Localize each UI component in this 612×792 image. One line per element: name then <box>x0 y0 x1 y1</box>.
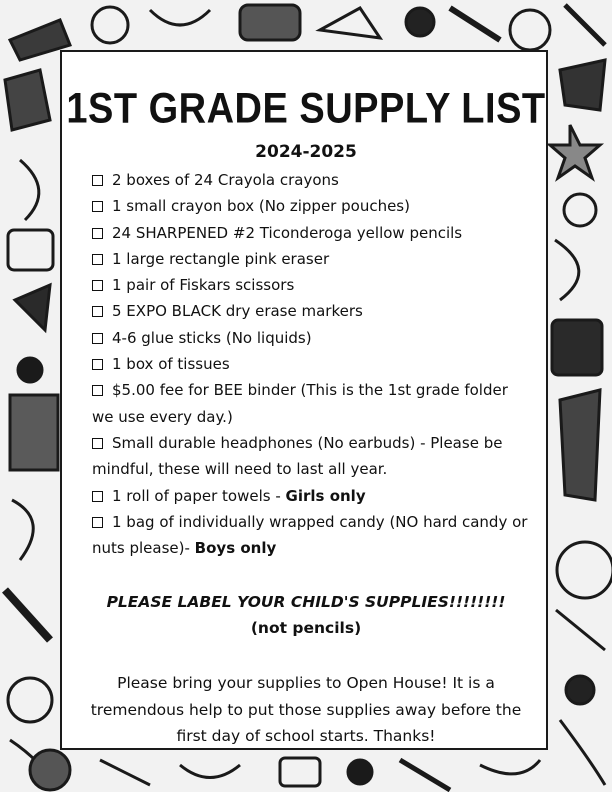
checkbox <box>92 280 103 291</box>
checkbox <box>92 517 103 528</box>
school-year: 2024-2025 <box>255 142 357 162</box>
supply-list-sheet <box>60 50 548 750</box>
checkbox <box>92 175 103 186</box>
list-item: 1 box of tissues <box>92 351 532 377</box>
label-reminder <box>62 589 550 641</box>
checkbox <box>92 306 103 317</box>
checkbox <box>92 438 103 449</box>
checkbox <box>92 333 103 344</box>
group-note: Boys only <box>194 539 277 558</box>
checkbox <box>92 254 103 265</box>
checkbox <box>92 228 103 239</box>
list-item: 1 pair of Fiskars scissors <box>92 272 532 298</box>
label-reminder-line: PLEASE LABEL YOUR CHILD'S SUPPLIES!!!!!!!! <box>106 593 506 611</box>
list-item: $5.00 fee for BEE binder (This is the 1st grade folder we use every day.) <box>92 381 508 426</box>
list-item: 1 large rectangle pink eraser <box>92 246 532 272</box>
list-item: 24 SHARPENED #2 Ticonderoga yellow pencils <box>92 220 532 246</box>
checkbox <box>92 385 103 396</box>
checkbox <box>92 201 103 212</box>
checkbox <box>92 359 103 370</box>
list-item: 1 small crayon box (No zipper pouches) <box>92 193 532 219</box>
page-title: 1ST GRADE SUPPLY LIST <box>66 85 546 133</box>
list-item: 1 bag of individually wrapped candy (NO hard candy or nuts please)- Boys only <box>92 512 528 558</box>
list-item: 2 boxes of 24 Crayola crayons <box>92 167 532 193</box>
group-note: Girls only <box>285 486 366 505</box>
closing-note: Please bring your supplies to Open House! It is a tremendous help to put those supplies away before the first day of school starts. Thanks! <box>90 674 522 745</box>
checkbox <box>92 491 103 502</box>
list-item: 1 roll of paper towels - Girls only <box>92 483 532 509</box>
label-exception: (not pencils) <box>250 619 362 637</box>
list-item: Small durable headphones (No earbuds) - Please be mindful, these will need to last all year. <box>92 433 503 479</box>
list-item: 4-6 glue sticks (No liquids) <box>92 325 532 351</box>
list-item: 5 EXPO BLACK dry erase markers <box>92 298 532 324</box>
supply-list <box>92 167 532 561</box>
